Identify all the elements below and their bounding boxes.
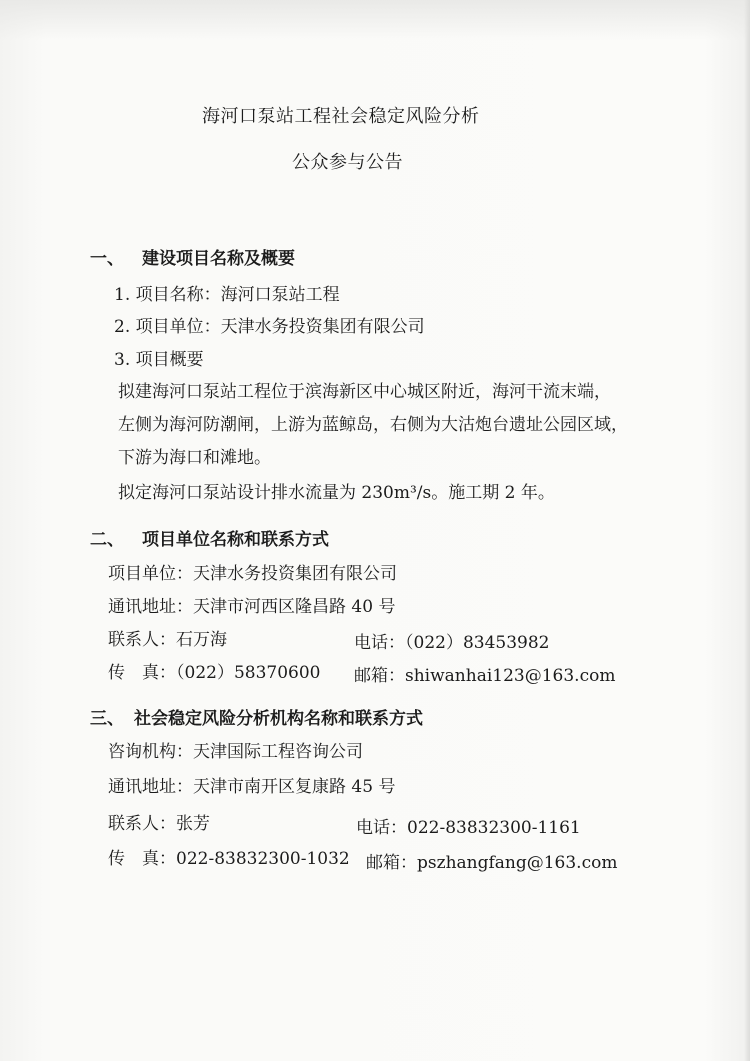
- section2-phone: 电话：（022）83453982: [354, 633, 550, 653]
- section2-email: 邮箱：shiwanhai123@163.com: [354, 666, 616, 686]
- section2-address: 通讯地址：天津市河西区隆昌路 40 号: [108, 597, 396, 617]
- overview-line-3: 下游为海口和滩地。: [118, 448, 271, 468]
- section3-heading: 社会稳定风险分析机构名称和联系方式: [134, 709, 423, 729]
- section3-address: 通讯地址：天津市南开区复康路 45 号: [108, 777, 396, 797]
- overview-line-4: 拟定海河口泵站设计排水流量为 230m³/s。施工期 2 年。: [118, 483, 555, 503]
- section1-heading: 建设项目名称及概要: [142, 249, 295, 269]
- section3-org: 咨询机构：天津国际工程咨询公司: [108, 742, 363, 762]
- scan-shadow-top: [0, 0, 750, 40]
- section3-contact: 联系人：张芳: [108, 814, 210, 834]
- scan-shadow-right: [744, 0, 750, 1061]
- section1-item-overview: 3. 项目概要: [114, 350, 204, 370]
- section3-fax: 传 真：022-83832300-1032: [108, 849, 350, 869]
- section2-contact: 联系人：石万海: [108, 630, 227, 650]
- section1-item-name: 1. 项目名称：海河口泵站工程: [114, 285, 340, 305]
- document-subtitle: 公众参与公告: [292, 152, 403, 173]
- section2-unit: 项目单位：天津水务投资集团有限公司: [108, 564, 397, 584]
- section3-email: 邮箱：pszhangfang@163.com: [366, 853, 618, 873]
- section2-heading: 项目单位名称和联系方式: [142, 530, 329, 550]
- section3-phone: 电话：022-83832300-1161: [356, 818, 581, 838]
- document-title: 海河口泵站工程社会稳定风险分析: [202, 106, 480, 127]
- section3-number: 三、: [90, 709, 124, 729]
- section1-item-unit: 2. 项目单位：天津水务投资集团有限公司: [114, 317, 425, 337]
- overview-line-1: 拟建海河口泵站工程位于滨海新区中心城区附近，海河干流末端，: [118, 382, 611, 402]
- section2-number: 二、: [90, 530, 124, 550]
- section1-number: 一、: [90, 249, 124, 269]
- section2-fax: 传 真：（022）58370600: [108, 663, 321, 683]
- overview-line-2: 左侧为海河防潮闸，上游为蓝鲸岛，右侧为大沽炮台遗址公园区域，: [118, 415, 628, 435]
